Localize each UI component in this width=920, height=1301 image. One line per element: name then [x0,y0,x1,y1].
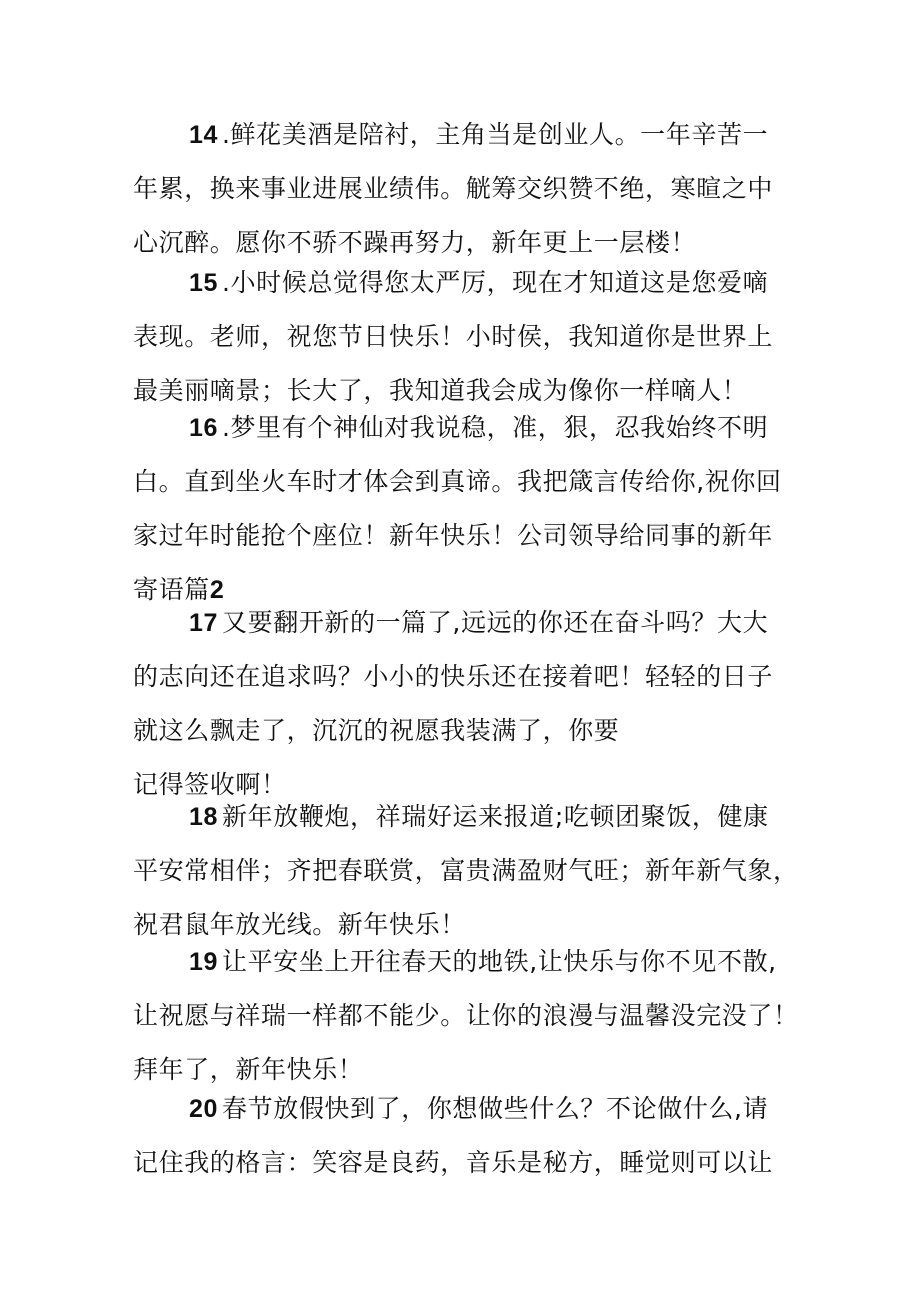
paragraph-line: 祝君鼠年放光线。新年快乐！ [133,910,466,939]
paragraph-line: 的志向还在追求吗？小小的快乐还在接着吧！轻轻的日子 [133,662,774,691]
paragraph-line [133,790,803,844]
item-number: 17 [189,609,219,637]
item-number: 18 [189,803,219,831]
line-text: .小时候总觉得您太严厉，现在才知道这是您爱嘀 [222,268,769,297]
paragraph-line: 表现。老师，祝您节日快乐！小时侯，我知道你是世界上 [133,322,774,351]
line-text: 新年放鞭炮，祥瑞好运来报道;吃顿团聚饭，健康 [222,802,769,831]
paragraph-14 [133,108,803,270]
paragraph-15 [133,256,803,418]
paragraph-17 [133,596,803,812]
item-number: 16 [189,414,219,442]
item-number: 15 [189,269,219,297]
paragraph-line: 拜年了，新年快乐！ [133,1055,364,1084]
paragraph-line: 让祝愿与祥瑞一样都不能少。让你的浪漫与温馨没完没了！ [133,1001,799,1030]
paragraph-16 [133,401,803,617]
line-text: 让平安坐上开往春天的地铁,让快乐与你不见不散, [222,947,777,976]
item-number: 19 [189,948,219,976]
paragraph-line: 家过年时能抢个座位！新年快乐！公司领导给同事的新年 [133,521,774,550]
paragraph-line [133,596,803,650]
line-tail-number: 2 [209,576,225,604]
paragraph-line: 就这么飘走了，沉沉的祝愿我装满了，你要 [133,716,620,745]
paragraph-line [133,108,803,162]
paragraph-line [133,1082,803,1136]
item-number: 14 [189,121,219,149]
paragraph-line [133,256,803,310]
paragraph-line: 平安常相伴；齐把春联赏，富贵满盈财气旺；新年新气象， [133,856,799,885]
paragraph-19 [133,935,803,1097]
paragraph-line: 最美丽嘀景；长大了，我知道我会成为像你一样嘀人！ [133,376,748,405]
paragraph-line: 年累，换来事业进展业绩伟。觥筹交织赞不绝，寒暄之中 [133,174,774,203]
paragraph-line: 记住我的格言：笑容是良药，音乐是秘方，睡觉则可以让 [133,1148,774,1177]
line-text: .鲜花美酒是陪衬，主角当是创业人。一年辛苦一 [222,120,769,149]
item-number: 20 [189,1095,219,1123]
line-text: .梦里有个神仙对我说稳，准，狠，忍我始终不明 [222,413,769,442]
line-text: 寄语篇 [133,575,210,604]
paragraph-line: 记得签收啊！ [133,770,287,799]
paragraph-line: 心沉醉。愿你不骄不躁再努力，新年更上一层楼！ [133,228,697,257]
paragraph-line [133,935,803,989]
paragraph-20 [133,1082,803,1190]
line-text: 春节放假快到了，你想做些什么？不论做什么,请 [222,1094,769,1123]
paragraph-line [133,401,803,455]
line-text: 又要翻开新的一篇了,远远的你还在奋斗吗？大大 [222,608,769,637]
paragraph-18 [133,790,803,952]
paragraph-line: 白。直到坐火车时才体会到真谛。我把箴言传给你,祝你回 [133,467,782,496]
